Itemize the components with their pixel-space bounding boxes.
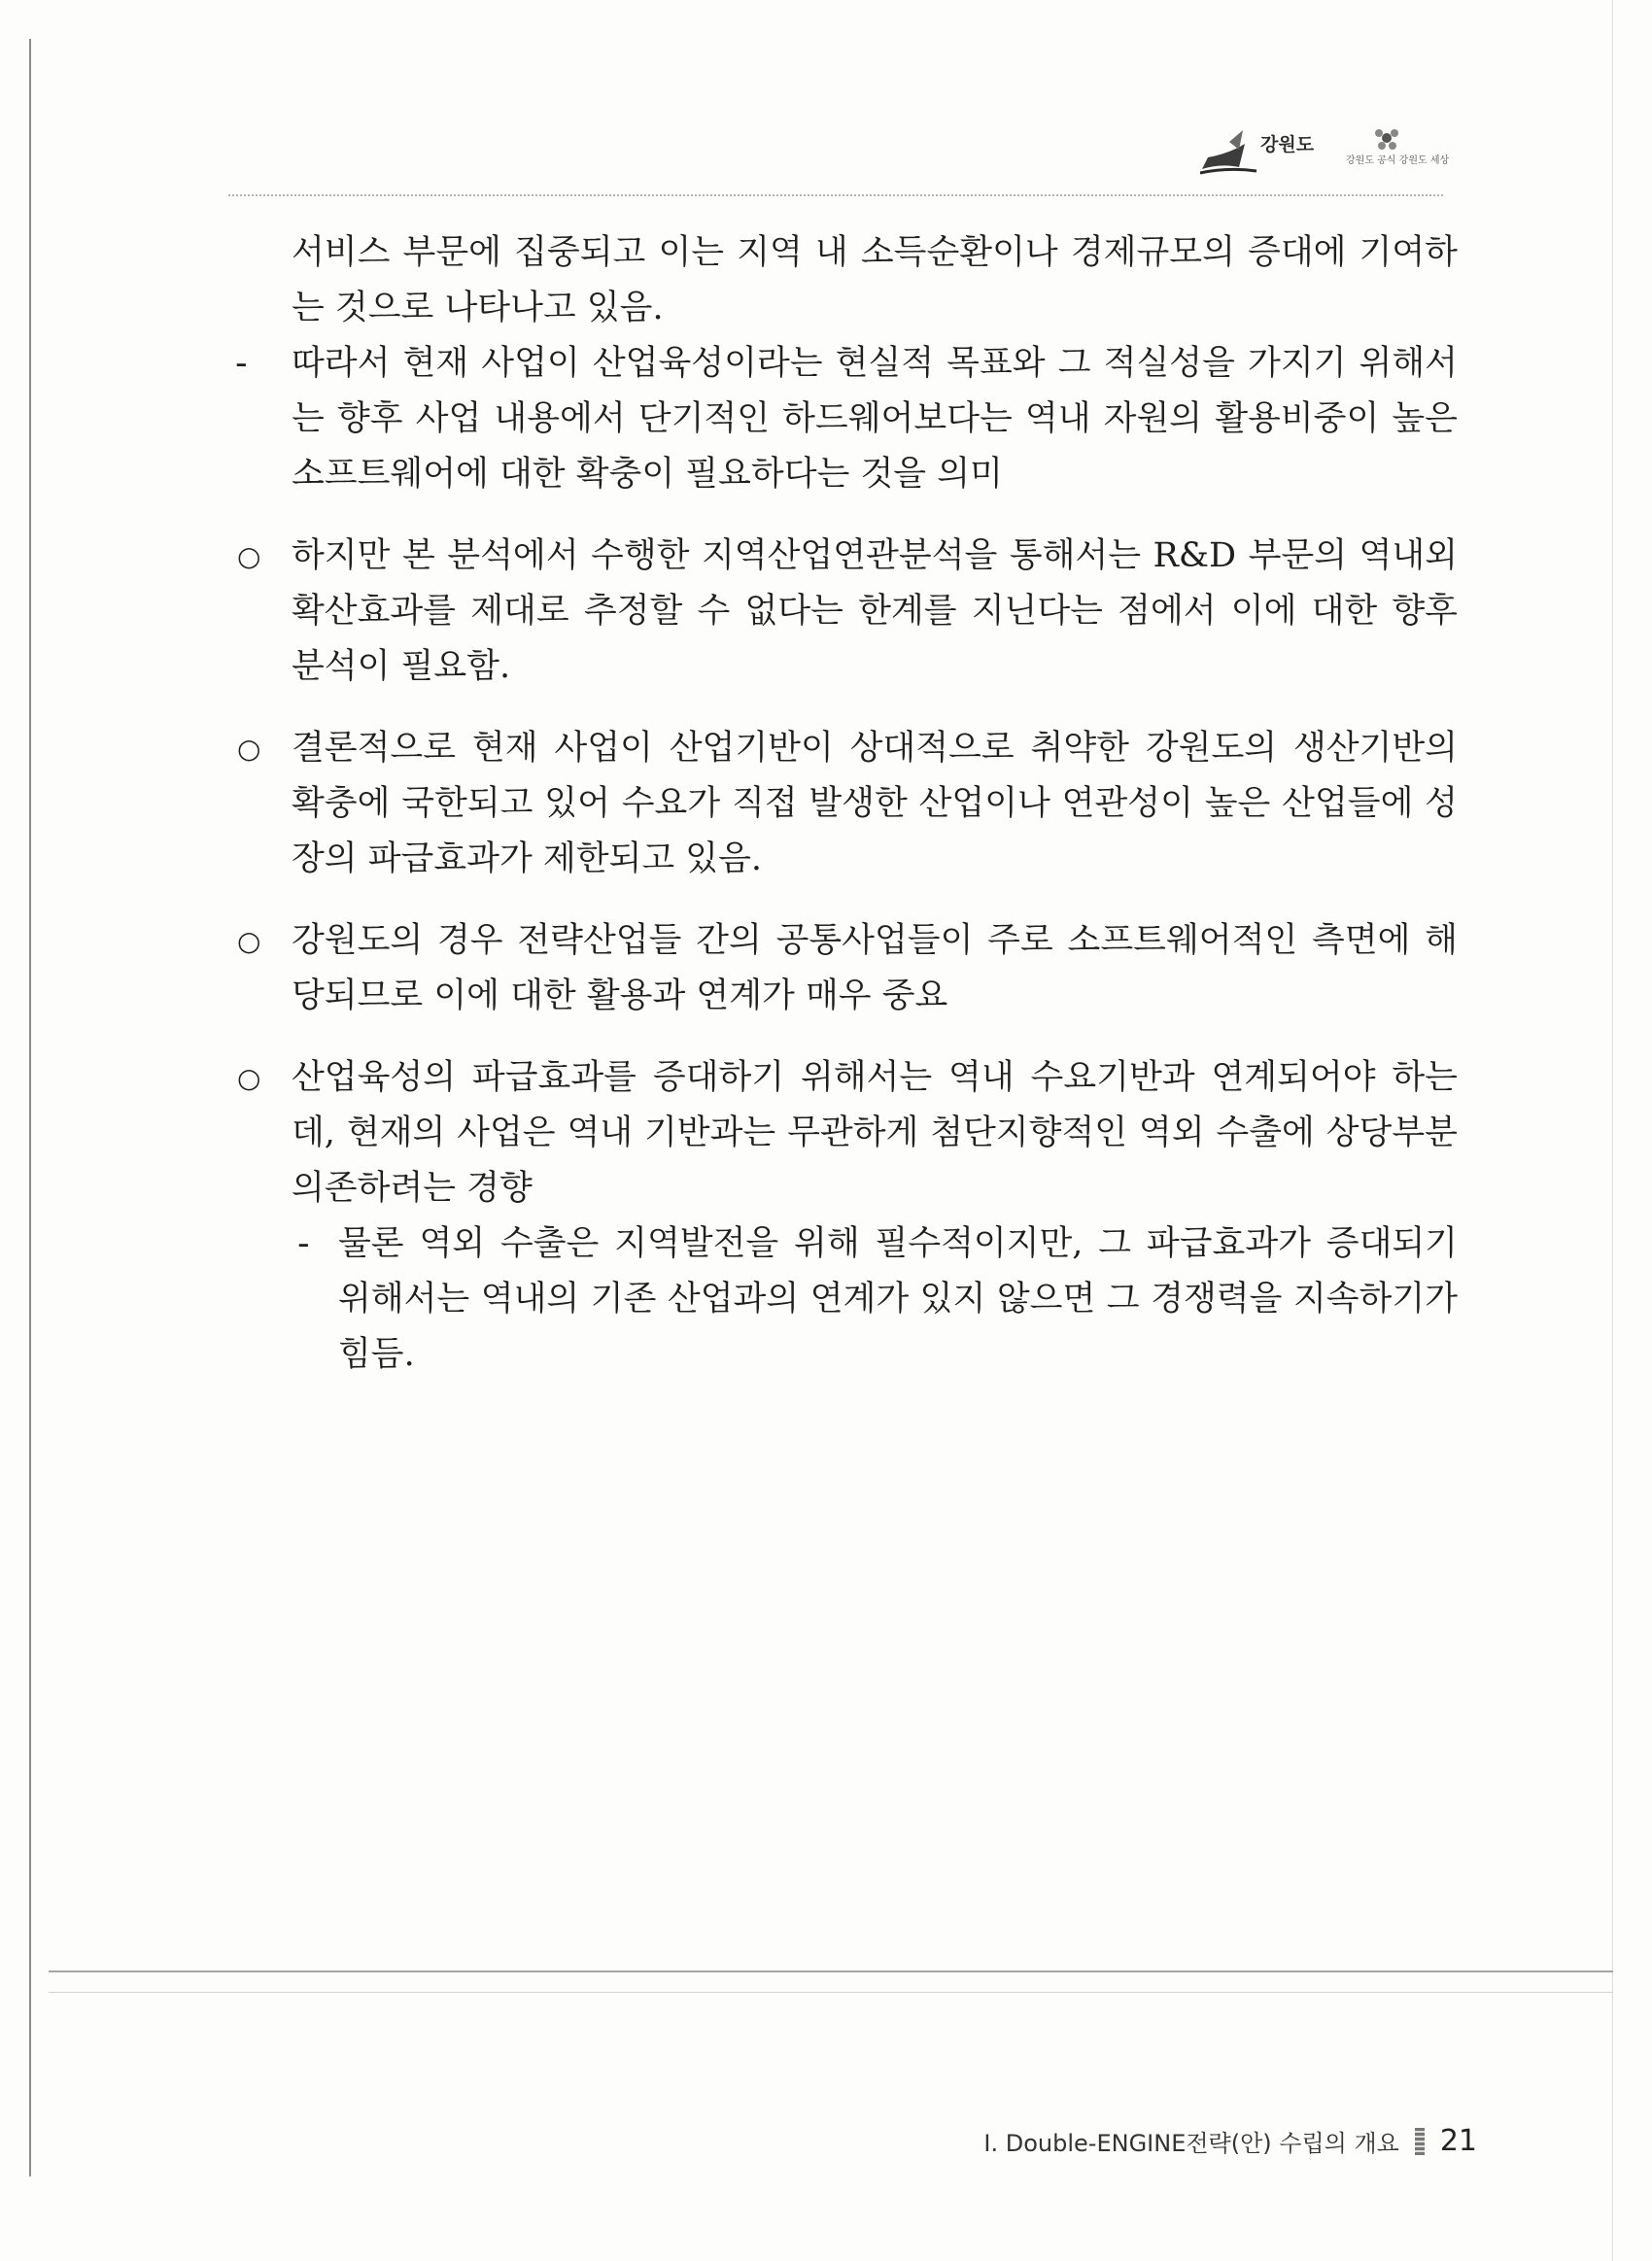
footer-bar-icon xyxy=(1415,2128,1425,2155)
dash-marker: - xyxy=(235,344,248,383)
bullet-marker: ○ xyxy=(237,1062,261,1094)
bullet-text: 산업육성의 파급효과를 증대하기 위해서는 역내 수요기반과 연계되어야 하는데, 현재의 사업은 역내 기반과는 무관하게 첨단지향적인 역외 수출에 상당부분 의존하려는 경향 xyxy=(292,1058,1458,1208)
dash-item-text-span: 따라서 현재 사업이 산업육성이라는 현실적 목표와 그 적실성을 가지기 위해서는 향후 사업 내용에서 단기적인 하드웨어보다는 역내 자원의 활용비중이 높은 소프트웨어에 대한 확충이 필요하다는 것을 의미 xyxy=(292,344,1458,494)
footer-rule-secondary xyxy=(49,1992,1613,1993)
scan-edge-left xyxy=(29,39,31,2176)
bullet-item xyxy=(237,913,1458,1024)
gangwon-logo xyxy=(1200,124,1450,181)
footer-rule xyxy=(49,1970,1613,1972)
bullet-item xyxy=(237,529,1458,695)
main-content xyxy=(235,225,1458,1383)
footer-chapter-title: Ⅰ. Double-ENGINE전략(안) 수립의 개요 xyxy=(983,2130,1399,2157)
dash-item-text xyxy=(276,336,1458,502)
logo-slogan: 강원도 공식 강원도 세상 xyxy=(1346,155,1450,166)
bullet-item xyxy=(237,721,1458,887)
flower-icon xyxy=(1373,124,1400,152)
page-number: 21 xyxy=(1439,2124,1477,2158)
page-footer xyxy=(983,2124,1477,2158)
intro-paragraph xyxy=(292,225,1458,336)
sub-item xyxy=(297,1216,1458,1383)
intro-text: 서비스 부문에 집중되고 이는 지역 내 소득순환이나 경제규모의 증대에 기여하는 것으로 나타나고 있음. xyxy=(292,233,1458,327)
scan-edge-right xyxy=(1612,0,1613,2261)
bullet-marker: ○ xyxy=(237,733,261,765)
dash-item xyxy=(235,336,1458,502)
logo-text: 강원도 xyxy=(1260,134,1315,155)
bullet-text: 강원도의 경우 전략산업들 간의 공통사업들이 주로 소프트웨어적인 측면에 해당되므로 이에 대한 활용과 연계가 매우 중요 xyxy=(292,921,1458,1015)
sub-item-text: 물론 역외 수출은 지역발전을 위해 필수적이지만, 그 파급효과가 증대되기 위해서는 역내의 기존 산업과의 연계가 있지 않으면 그 경쟁력을 지속하기가 힘듬. xyxy=(338,1224,1458,1374)
bullet-text: 결론적으로 현재 사업이 산업기반이 상대적으로 취약한 강원도의 생산기반의 확충에 국한되고 있어 수요가 직접 발생한 산업이나 연관성이 높은 산업들에 성장의 파급효과가 제한되고 있음. xyxy=(292,729,1458,878)
header-rule xyxy=(228,194,1443,196)
gangwon-emblem-icon xyxy=(1200,124,1258,175)
bullet-text: 하지만 본 분석에서 수행한 지역산업연관분석을 통해서는 R&D 부문의 역내외 확산효과를 제대로 추정할 수 없다는 한계를 지닌다는 점에서 이에 대한 향후 분석이 필요함. xyxy=(292,536,1458,686)
sub-dash-marker: - xyxy=(297,1224,310,1263)
bullet-marker: ○ xyxy=(237,925,261,957)
bullet-item xyxy=(237,1050,1458,1383)
bullet-marker: ○ xyxy=(237,540,261,572)
